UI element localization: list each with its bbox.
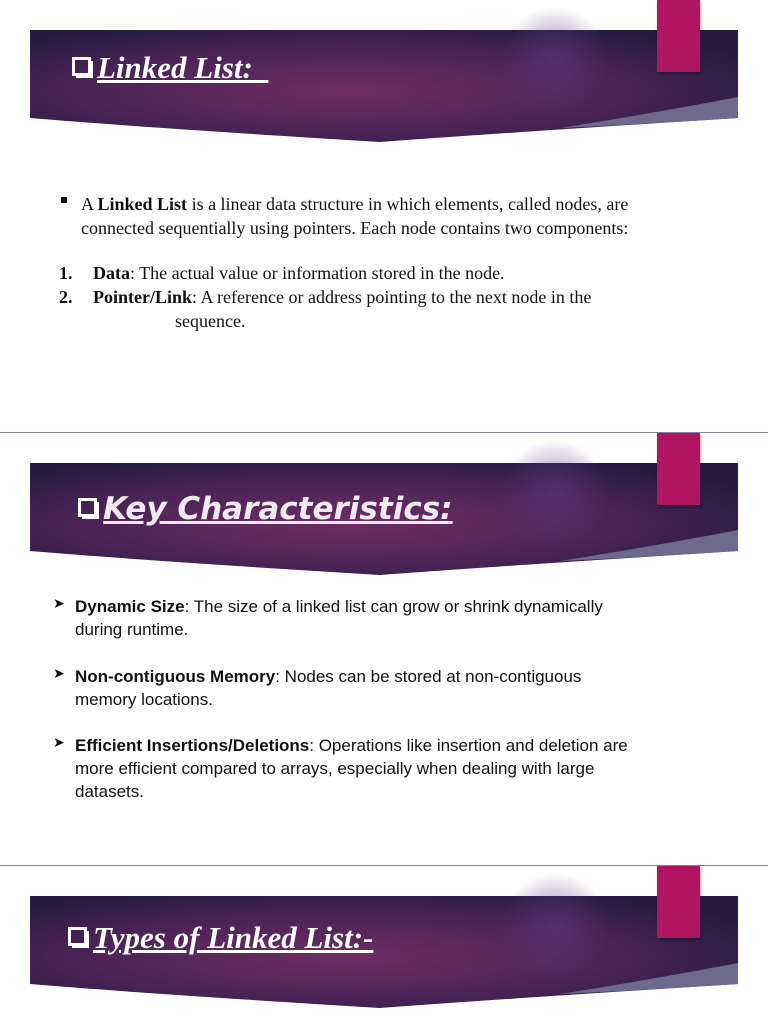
bullet-dynamic-size: Dynamic Size: The size of a linked list can grow or shrink dynamically during runtime. <box>75 597 603 639</box>
intro-line-2: connected sequentially using pointers. Each node contains two components: <box>81 218 629 238</box>
slide-title: Types of Linked List:- <box>68 920 373 956</box>
slide-linked-list <box>0 0 768 432</box>
bullet-non-contiguous-memory: Non-contiguous Memory: Nodes can be stored at non-contiguous memory locations. <box>75 667 582 709</box>
slide-key-characteristics <box>0 433 768 865</box>
bullet-efficient-insertions: Efficient Insertions/Deletions: Operations like insertion and deletion are more efficient compared to arrays, especially when dealing with large datasets. <box>75 736 628 801</box>
checkbox-icon <box>72 57 91 76</box>
accent-tab <box>657 433 700 505</box>
slide-title: Linked List:_ <box>72 50 268 86</box>
list-item-text: Data: The actual value or information stored in the node. <box>93 263 505 283</box>
list-item: 2. <box>59 287 73 307</box>
list-item-text: Pointer/Link: A reference or address pointing to the next node in the <box>93 287 592 307</box>
arrow-bullet-icon: ➤ <box>53 734 65 750</box>
accent-tab <box>657 866 700 938</box>
slide-types <box>0 866 768 1024</box>
list-item-continuation: sequence. <box>175 311 246 331</box>
checkbox-icon <box>78 498 97 517</box>
square-bullet-icon <box>61 197 67 203</box>
arrow-bullet-icon: ➤ <box>53 595 65 611</box>
accent-tab <box>657 0 700 72</box>
intro-line-1: A Linked List is a linear data structure in which elements, called nodes, are <box>81 194 629 214</box>
checkbox-icon <box>68 927 87 946</box>
arrow-bullet-icon: ➤ <box>53 665 65 681</box>
list-item: 1. <box>59 263 73 283</box>
slide-title: Key Characteristics: <box>78 491 453 527</box>
